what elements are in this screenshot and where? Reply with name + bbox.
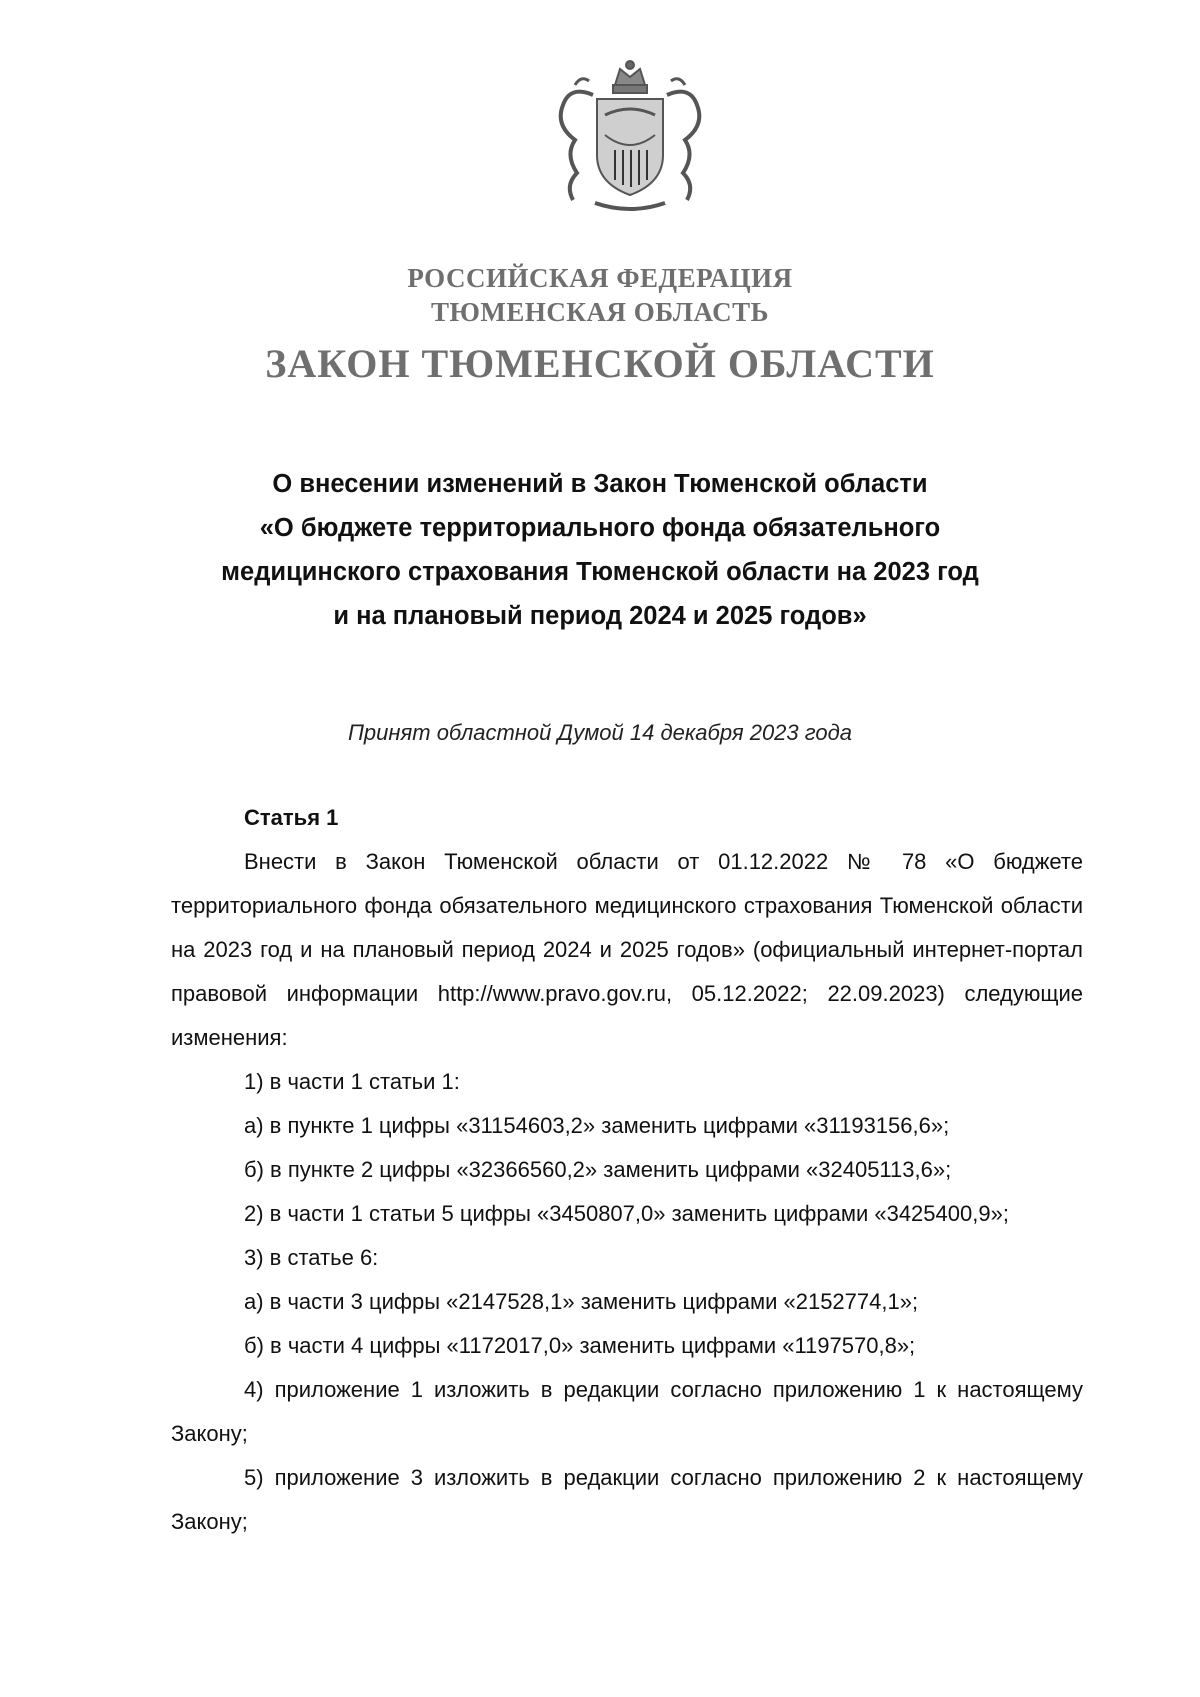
country-heading: РОССИЙСКАЯ ФЕДЕРАЦИЯ [407, 263, 793, 293]
amendment-item: б) в части 4 цифры «1172017,0» заменить цифрами «1197570,8»; [244, 1333, 916, 1358]
amendment-item-appendix-1: 4) приложение 1 изложить в редакции согласно приложению 1 к настоящему Закону; [171, 1377, 1083, 1446]
law-title-line: О внесении изменений в Закон Тюменской области [272, 470, 928, 498]
amendment-item: 2) в части 1 статьи 5 цифры «3450807,0» заменить цифрами «3425400,9»; [244, 1201, 1009, 1226]
tyumen-coat-of-arms-icon [535, 55, 725, 215]
document-body [171, 796, 1083, 1544]
amendment-item: а) в пункте 1 цифры «31154603,2» заменить цифрами «31193156,6»; [244, 1113, 950, 1138]
amendment-item: б) в пункте 2 цифры «32366560,2» заменить цифрами «32405113,6»; [244, 1157, 952, 1182]
amendment-item: 1) в части 1 статьи 1: [244, 1069, 460, 1094]
amendment-item-appendix-3: 5) приложение 3 изложить в редакции согласно приложению 2 к настоящему Закону; [171, 1465, 1083, 1534]
law-title-line: и на плановый период 2024 и 2025 годов» [333, 602, 867, 630]
law-title [0, 462, 1200, 638]
article-intro-paragraph: Внести в Закон Тюменской области от 01.12.2022 № 78 «О бюджете территориального фонда обязательного медицинского страхования Тюменской области на 2023 год и на плановый период 2024 и 2025 годов» (официальный интернет-портал правовой информации http://www.pravo.gov.ru, 05.12.2022; 22.09.2023) следующие изменения: [171, 849, 1083, 1050]
adoption-note: Принят областной Думой 14 декабря 2023 года [347, 720, 852, 745]
amendment-item: 3) в статье 6: [244, 1245, 379, 1270]
law-title-line: «О бюджете территориального фонда обязательного [259, 514, 941, 542]
coat-of-arms-emblem [535, 55, 725, 215]
article-heading: Статья 1 [244, 805, 339, 830]
law-heading: ЗАКОН ТЮМЕНСКОЙ ОБЛАСТИ [265, 341, 935, 386]
region-heading: ТЮМЕНСКАЯ ОБЛАСТЬ [430, 297, 770, 327]
amendment-item: а) в части 3 цифры «2147528,1» заменить цифрами «2152774,1»; [244, 1289, 919, 1314]
law-title-line: медицинского страхования Тюменской области на 2023 год [221, 558, 979, 586]
